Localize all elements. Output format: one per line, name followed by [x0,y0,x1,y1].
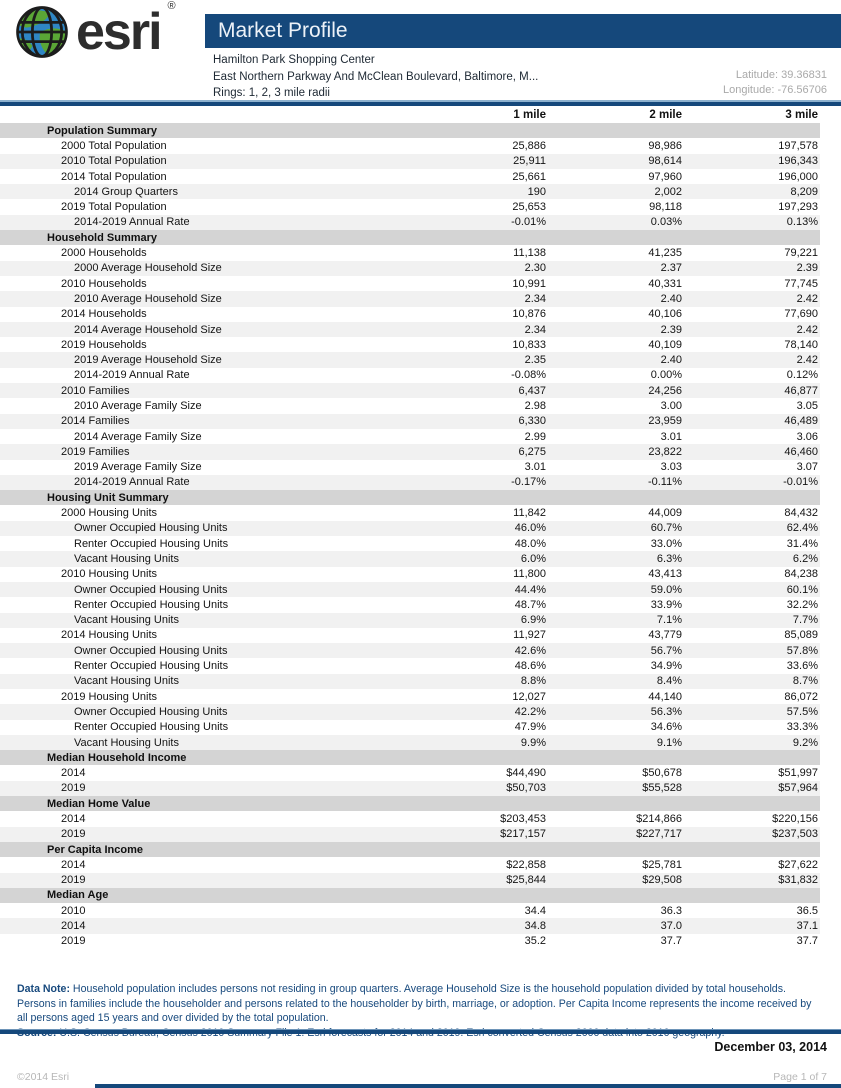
row-value: 11,842 [513,507,546,520]
row-value: 197,578 [778,139,818,152]
section-header-row [0,490,820,505]
table-row [0,827,820,842]
table-row [0,169,820,184]
row-value: $44,490 [506,767,546,780]
row-label: Vacant Housing Units [0,735,408,750]
row-value: 48.7% [514,598,546,611]
row-value: $50,678 [642,767,682,780]
row-value: $217,157 [408,827,548,842]
row-value: 3.06 [796,430,818,443]
row-label: 2014 Total Population [61,170,167,183]
row-value: 40,109 [648,338,682,351]
row-value: -0.08% [511,369,546,382]
table-row [0,138,820,153]
row-value: 9.2% [684,735,820,750]
row-label: 2014 Households [61,308,147,321]
row-value: $50,703 [408,781,548,796]
row-value: 46,489 [684,414,820,429]
table-row [0,689,820,704]
table-row [0,934,820,949]
row-value: 8.7% [684,674,820,689]
row-value: 2.98 [524,399,546,412]
page-number: Page 1 of 7 [773,1071,827,1083]
esri-logo [14,0,176,61]
row-value: 48.6% [514,660,546,673]
row-value: 2.30 [408,261,548,276]
row-label: 2014 [0,918,408,933]
table-row [0,674,820,689]
section-title: Housing Unit Summary [0,490,820,505]
row-value: 3.07 [796,461,818,474]
site-name: Hamilton Park Shopping Center [213,54,375,66]
row-value: 11,800 [513,568,546,581]
row-value: 47.9% [514,721,546,734]
row-label: 2010 Housing Units [61,568,158,581]
row-value: 42.6% [408,643,548,658]
row-value: 8.8% [408,674,548,689]
row-value: 6.3% [548,551,684,566]
row-value: 2.99 [524,430,546,443]
row-value: 85,089 [784,629,818,642]
row-value: -0.01% [408,215,548,230]
table-row [0,444,820,459]
table-row [0,398,820,413]
row-value: $55,528 [548,781,684,796]
row-value: 32.2% [786,598,818,611]
table-row [0,154,820,169]
row-value: 77,745 [784,277,818,290]
row-value: 0.13% [684,215,820,230]
row-value: 3.01 [660,430,682,443]
table-row [0,628,820,643]
row-value: 2.42 [684,322,820,337]
row-value: 10,991 [512,277,546,290]
row-value: 8.4% [548,674,684,689]
row-label: 2014-2019 Annual Rate [0,215,408,230]
row-value: 40,331 [648,277,682,290]
row-value: 6.9% [408,613,548,628]
column-header-1-mile: 1 mile [513,108,546,121]
data-note-text: Household population includes persons not residing in group quarters. Average Household Size is the household population divided by total households. Persons in families include the householder and persons related to the householder by birth, marriage, or adoption. Per Capita Income represents the income received by all persons aged 15 years and over divided by the total population. [17,983,812,1025]
row-value: $220,156 [772,813,818,825]
esri-logo-text: esri [76,3,161,61]
row-value: 3.00 [660,399,682,412]
row-value: 33.6% [786,660,818,673]
row-value: 3.03 [660,461,682,474]
row-value: 0.03% [548,215,684,230]
row-value: 2.34 [408,322,548,337]
row-label: 2000 Average Household Size [0,261,408,276]
table-row [0,536,820,551]
row-value: 46,460 [684,444,820,459]
row-value: 12,027 [512,690,546,703]
section-header-row [0,230,820,245]
row-value: 60.7% [548,521,684,536]
row-value: 25,886 [512,139,546,152]
row-value: 3.05 [796,399,818,412]
table-row [0,276,820,291]
row-value: 196,000 [778,170,818,183]
row-value: 24,256 [548,383,684,398]
row-value: 36.3 [660,904,682,917]
row-value: 0.00% [650,369,682,382]
row-label: Renter Occupied Housing Units [74,721,229,734]
row-value: 98,614 [548,154,684,169]
table-row [0,215,820,230]
row-label: 2019 Families [0,444,408,459]
row-value: 0.12% [786,369,818,382]
page-title: Market Profile [218,19,348,42]
coordinates-block [723,68,827,98]
table-row [0,307,820,322]
table-row [0,475,820,490]
row-value: $51,997 [778,767,818,780]
row-label: Vacant Housing Units [0,613,408,628]
row-value: 41,235 [648,247,682,260]
table-row [0,873,820,888]
row-label: 2014 [61,858,86,871]
row-label: 2014 Average Household Size [0,322,408,337]
row-value: 23,959 [548,414,684,429]
row-label: 2019 Average Household Size [0,352,408,367]
row-value: 2.42 [684,291,820,306]
row-value: 78,140 [784,338,818,351]
table-row [0,337,820,352]
row-value: 3.01 [524,461,546,474]
latitude-value: Latitude: 39.36831 [735,69,827,81]
row-label: 2019 Households [61,338,147,351]
table-row [0,567,820,582]
row-label: Renter Occupied Housing Units [74,537,229,550]
row-value: 43,779 [648,629,682,642]
row-value: 86,072 [784,690,818,703]
section-title: Population Summary [0,123,820,138]
row-label: 2010 Total Population [0,154,408,169]
row-label: Vacant Housing Units [0,674,408,689]
row-value: 25,661 [512,170,546,183]
column-header-3-mile: 3 mile [785,108,818,121]
table-row [0,704,820,719]
row-value: 60.1% [684,582,820,597]
row-value: 62.4% [684,521,820,536]
row-value: -0.01% [684,475,820,490]
row-label: 2014 Families [0,414,408,429]
row-value: 98,986 [648,139,682,152]
report-date: December 03, 2014 [714,1040,827,1054]
table-row [0,429,820,444]
row-value: 84,432 [784,507,818,520]
row-value: 6,330 [408,414,548,429]
row-value: 2,002 [548,184,684,199]
row-value: 34.6% [650,721,682,734]
row-value: 8,209 [684,184,820,199]
row-value: 10,876 [512,308,546,321]
row-value: 44,009 [648,507,682,520]
row-value: 7.1% [548,613,684,628]
row-value: 2.34 [408,291,548,306]
row-label: 2000 Households [61,247,147,260]
row-label: 2019 Total Population [61,201,167,214]
section-title: Median Household Income [0,750,820,765]
row-value: 77,690 [784,308,818,321]
row-value: $27,622 [778,858,818,871]
section-header-row [0,842,820,857]
table-row [0,521,820,536]
table-row [0,368,820,383]
table-row [0,199,820,214]
data-note-label: Data Note: [17,983,70,995]
row-value: 2.39 [684,261,820,276]
row-label: Owner Occupied Housing Units [0,521,408,536]
data-note [17,982,824,1026]
row-value: 23,822 [548,444,684,459]
row-value: $237,503 [684,827,820,842]
row-value: 190 [408,184,548,199]
section-header-row [0,888,820,903]
row-value: $214,866 [636,813,682,825]
table-row [0,903,820,918]
row-value: 84,238 [784,568,818,581]
row-value: 97,960 [648,170,682,183]
row-value: 2.39 [548,322,684,337]
row-value: 37.0 [548,918,684,933]
row-label: 2010 Households [61,277,147,290]
table-row [0,643,820,658]
table-row [0,811,820,826]
row-value: 33.3% [786,721,818,734]
table-row [0,383,820,398]
table-row [0,414,820,429]
longitude-value: Longitude: -76.56706 [723,84,827,96]
row-value: $57,964 [684,781,820,796]
site-description [213,52,538,102]
row-label: Owner Occupied Housing Units [0,643,408,658]
row-label: Renter Occupied Housing Units [74,598,229,611]
row-value: 33.0% [650,537,682,550]
table-row [0,184,820,199]
row-value: 37.1 [684,918,820,933]
row-value: 9.9% [408,735,548,750]
table-row [0,291,820,306]
row-value: $227,717 [548,827,684,842]
row-label: 2010 Families [0,383,408,398]
section-title: Per Capita Income [0,842,820,857]
row-value: 33.9% [650,598,682,611]
row-value: 48.0% [514,537,546,550]
registered-mark: ® [167,0,176,12]
column-header-2-mile: 2 mile [649,108,682,121]
table-row [0,735,820,750]
row-label: 2019 Average Family Size [74,461,202,474]
row-value: 34.9% [650,660,682,673]
label-column-header [0,106,408,123]
row-label: 2014-2019 Annual Rate [0,475,408,490]
next-page-edge [95,1084,841,1088]
table-row [0,918,820,933]
row-label: Renter Occupied Housing Units [74,660,229,673]
row-value: 9.1% [548,735,684,750]
row-value: 79,221 [784,247,818,260]
row-value: 46,877 [684,383,820,398]
row-value: -0.17% [408,475,548,490]
row-label: 2010 Average Family Size [74,399,202,412]
table-row [0,322,820,337]
section-header-row [0,123,820,138]
row-value: 31.4% [786,537,818,550]
row-value: 196,343 [684,154,820,169]
row-label: 2014 Average Family Size [74,430,202,443]
row-value: 46.0% [408,521,548,536]
row-value: 57.5% [684,704,820,719]
table-row [0,551,820,566]
row-value: 37.7 [796,935,818,948]
row-value: 56.7% [548,643,684,658]
section-header-row [0,796,820,811]
row-value: 37.7 [660,935,682,948]
row-label: 2019 [0,827,408,842]
row-label: 2014 [61,813,86,825]
row-value: 2.37 [548,261,684,276]
site-rings: Rings: 1, 2, 3 mile radii [213,87,330,99]
site-address: East Northern Parkway And McClean Boulevard, Baltimore, M... [213,70,539,83]
row-value: 25,653 [512,201,546,214]
row-label: Owner Occupied Housing Units [0,704,408,719]
row-value: 40,106 [648,308,682,321]
section-title: Household Summary [0,230,820,245]
table-row [0,781,820,796]
table-row [0,261,820,276]
market-profile-table [0,106,820,949]
row-value: 11,927 [513,629,546,642]
row-value: 56.3% [548,704,684,719]
row-value: 2.42 [684,352,820,367]
row-value: 25,911 [408,154,548,169]
row-value: $203,453 [500,813,546,825]
row-value: 2.40 [548,352,684,367]
row-label: 2019 [0,873,408,888]
row-label: Vacant Housing Units [0,551,408,566]
row-value: 57.8% [684,643,820,658]
row-value: 44,140 [648,690,682,703]
row-value: $22,858 [506,858,546,871]
row-value: 59.0% [548,582,684,597]
table-row [0,352,820,367]
title-bar [205,14,841,48]
footer-divider-rule [0,1029,841,1034]
table-row [0,582,820,597]
copyright-text: ©2014 Esri [17,1071,70,1083]
section-header-row [0,750,820,765]
table-row [0,597,820,612]
row-value: 11,138 [513,247,546,260]
row-value: $25,781 [642,858,682,871]
row-value: 10,833 [512,338,546,351]
row-value: 35.2 [524,935,546,948]
table-row [0,765,820,780]
row-value: 6.0% [408,551,548,566]
section-title: Median Home Value [0,796,820,811]
table-row [0,613,820,628]
row-value: 6.2% [684,551,820,566]
section-title: Median Age [0,888,820,903]
row-value: 34.4 [524,904,546,917]
row-label: 2000 Total Population [61,139,167,152]
row-label: 2014-2019 Annual Rate [74,369,190,382]
table-row [0,460,820,475]
row-value: 197,293 [778,201,818,214]
table-row [0,857,820,872]
row-value: 6,275 [408,444,548,459]
row-value: 2.35 [408,352,548,367]
row-value: -0.11% [548,475,684,490]
row-value: 6,437 [408,383,548,398]
table-row [0,658,820,673]
row-value: 2.40 [548,291,684,306]
row-value: 44.4% [408,582,548,597]
row-label: 2014 Group Quarters [0,184,408,199]
row-value: 42.2% [408,704,548,719]
table-row [0,505,820,520]
row-value: $29,508 [548,873,684,888]
row-label: 2000 Housing Units [61,507,158,520]
row-value: 36.5 [796,904,818,917]
row-label: 2019 Housing Units [61,690,158,703]
row-value: $25,844 [408,873,548,888]
column-header-row [0,106,820,123]
row-value: $31,832 [684,873,820,888]
row-label: 2010 [61,904,86,917]
row-value: 34.8 [408,918,548,933]
row-label: 2010 Average Household Size [0,291,408,306]
row-label: 2019 [61,935,86,948]
esri-globe-icon [14,4,70,60]
row-label: Owner Occupied Housing Units [0,582,408,597]
row-value: 43,413 [648,568,682,581]
row-label: 2014 [61,767,86,780]
row-label: 2019 [0,781,408,796]
row-value: 98,118 [649,201,682,214]
table-row [0,720,820,735]
table-row [0,245,820,260]
row-label: 2014 Housing Units [61,629,158,642]
row-value: 7.7% [684,613,820,628]
